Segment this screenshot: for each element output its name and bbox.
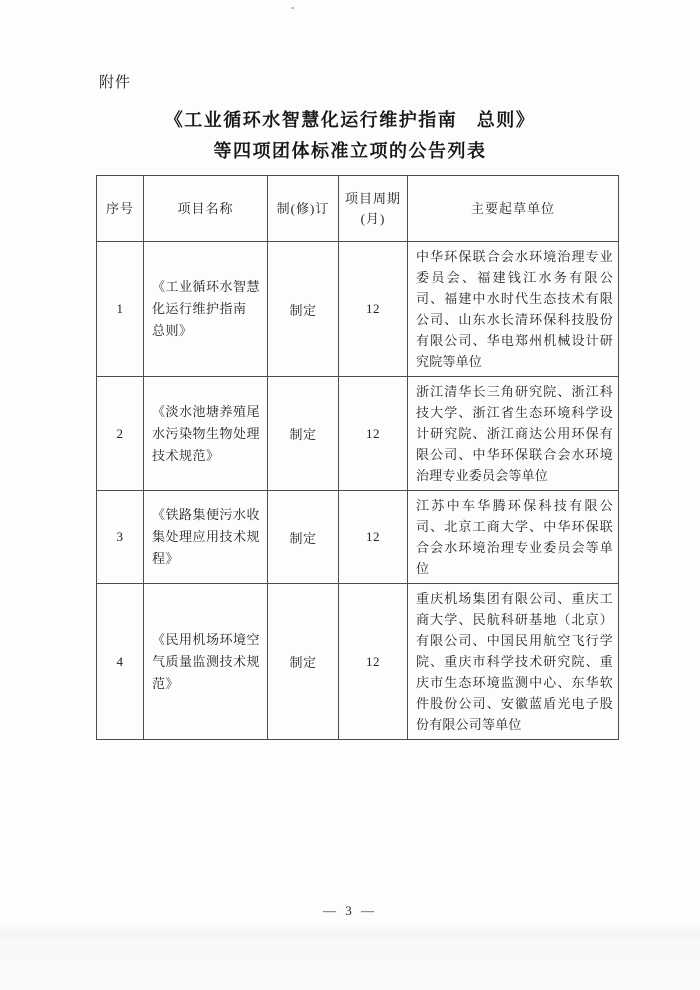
cell-formulate-revise: 制定 [268,584,339,740]
header-drafting-units: 主要起草单位 [408,176,619,242]
cell-project-name: 《铁路集便污水收集处理应用技术规程》 [144,491,268,584]
cell-formulate-revise: 制定 [268,242,339,377]
document-title [0,105,700,167]
scan-speck [291,7,294,9]
title-line-1: 《工业循环水智慧化运行维护指南 总则》 [164,110,536,130]
cell-formulate-revise: 制定 [268,377,339,491]
header-project-period [339,176,408,242]
scan-shadow-band [0,924,700,944]
page-number: — 3 — [323,903,377,918]
title-line-2: 等四项团体标准立项的公告列表 [213,141,487,161]
cell-period: 12 [339,491,408,584]
header-formulate-revise: 制(修)订 [268,176,339,242]
table-row [97,242,619,377]
header-project-name: 项目名称 [144,176,268,242]
cell-project-name: 《淡水池塘养殖尾水污染物生物处理技术规范》 [144,377,268,491]
cell-seq: 1 [97,242,144,377]
cell-seq: 2 [97,377,144,491]
standards-table [96,175,619,740]
cell-project-name: 《民用机场环境空气质量监测技术规范》 [144,584,268,740]
header-period-line1: 项目周期 [344,190,401,206]
cell-period: 12 [339,584,408,740]
cell-period: 12 [339,377,408,491]
attachment-label: 附件 [99,75,132,91]
cell-drafting-units: 重庆机场集团有限公司、重庆工商大学、民航科研基地（北京）有限公司、中国民用航空飞行学院、重庆市科学技术研究院、重庆市生态环境监测中心、东华软件股份公司、安徽蓝盾光电子股份有限公司等单位 [408,584,619,740]
cell-project-name: 《工业循环水智慧化运行维护指南 总则》 [144,242,268,377]
cell-seq: 3 [97,491,144,584]
table-header-row [97,176,619,242]
cell-period: 12 [339,242,408,377]
table-row [97,377,619,491]
header-seq: 序号 [97,176,144,242]
header-period-line2: (月) [360,210,386,226]
table-row [97,584,619,740]
scan-footer-shade [0,944,700,990]
cell-formulate-revise: 制定 [268,491,339,584]
cell-seq: 4 [97,584,144,740]
cell-drafting-units: 江苏中车华腾环保科技有限公司、北京工商大学、中华环保联合会水环境治理专业委员会等单位 [408,491,619,584]
cell-drafting-units: 中华环保联合会水环境治理专业委员会、福建钱江水务有限公司、福建中水时代生态技术有限公司、山东水长清环保科技股份有限公司、华电郑州机械设计研究院等单位 [408,242,619,377]
cell-drafting-units: 浙江清华长三角研究院、浙江科技大学、浙江省生态环境科学设计研究院、浙江商达公用环保有限公司、中华环保联合会水环境治理专业委员会等单位 [408,377,619,491]
table-row [97,491,619,584]
